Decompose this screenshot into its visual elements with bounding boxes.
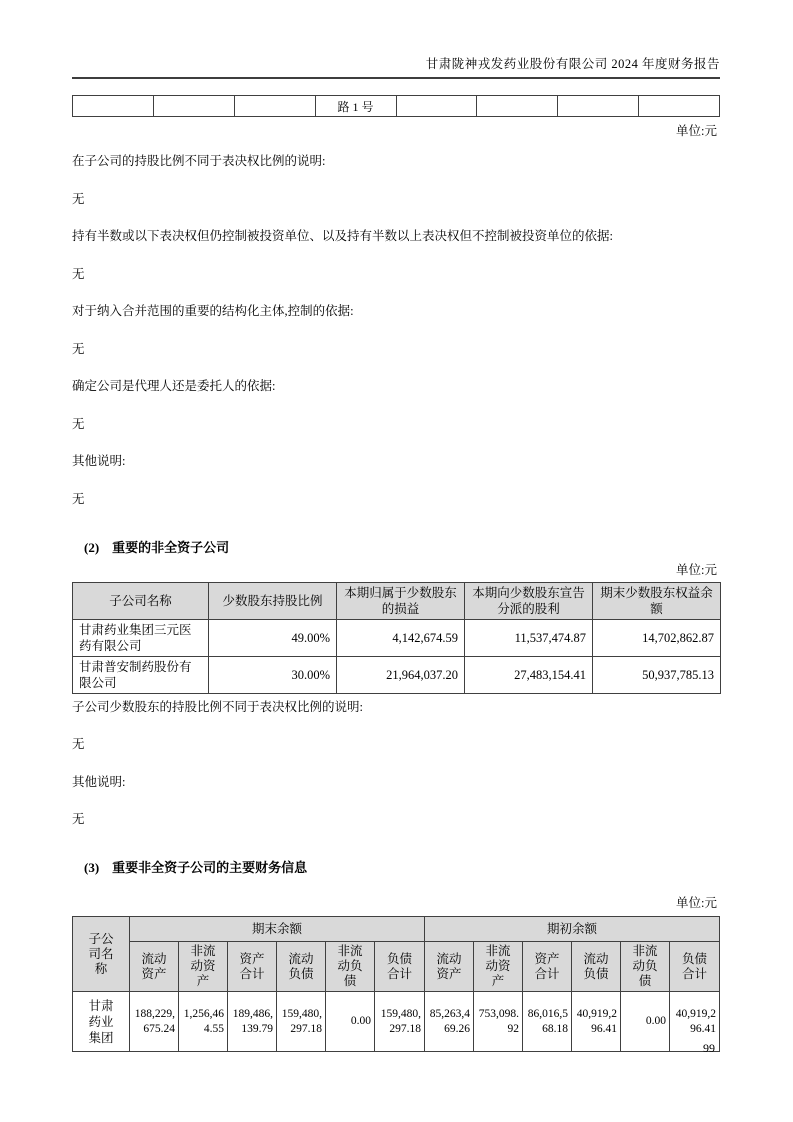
page-number: 99	[703, 1041, 715, 1055]
table-subheader-row	[73, 942, 720, 992]
table-cell: 50,937,785.13	[593, 656, 721, 693]
table-cell	[153, 96, 234, 117]
table-row	[73, 96, 720, 117]
column-header: 流动资产	[130, 942, 179, 992]
note-label: 其他说明:	[72, 454, 126, 468]
note-label: 在子公司的持股比例不同于表决权比例的说明:	[72, 154, 326, 168]
note-label: 对于纳入合并范围的重要的结构化主体,控制的依据:	[72, 304, 354, 318]
table-cell	[396, 96, 477, 117]
unit-label: 单位:元	[676, 896, 717, 910]
table-cell: 21,964,037.20	[337, 656, 465, 693]
table-cell: 40,919,296.41	[572, 992, 621, 1052]
column-header: 负债合计	[670, 942, 720, 992]
column-header: 非流动负债	[621, 942, 670, 992]
column-header: 子公司名称	[73, 917, 130, 992]
subsidiary-table	[72, 582, 721, 694]
table-cell: 189,486,139.79	[228, 992, 277, 1052]
table-cell: 11,537,474.87	[465, 619, 593, 656]
table-cell: 159,480,297.18	[277, 992, 326, 1052]
table-header-row	[73, 582, 721, 619]
table-header-row	[73, 917, 720, 942]
table-row	[73, 619, 721, 656]
column-header: 期末少数股东权益余额	[593, 582, 721, 619]
table-cell: 甘肃普安制药股份有限公司	[73, 656, 209, 693]
notes-block	[72, 700, 720, 827]
table-cell	[73, 96, 154, 117]
unit-label: 单位:元	[676, 124, 717, 138]
table-cell: 路 1 号	[315, 96, 396, 117]
table-cell	[639, 96, 720, 117]
column-header: 流动负债	[572, 942, 621, 992]
table-cell: 14,702,862.87	[593, 619, 721, 656]
financials-table	[72, 916, 720, 1052]
column-header: 少数股东持股比例	[209, 582, 337, 619]
section-heading-2	[72, 537, 720, 556]
table-cell: 159,480,297.18	[375, 992, 425, 1052]
note-label: 确定公司是代理人还是委托人的依据:	[72, 379, 276, 393]
table-cell	[234, 96, 315, 117]
column-header: 流动资产	[425, 942, 474, 992]
report-header: 甘肃陇神戎发药业股份有限公司 2024 年度财务报告	[72, 57, 720, 79]
column-header: 资产合计	[228, 942, 277, 992]
section-number: (3)	[84, 860, 100, 875]
table-cell: 27,483,154.41	[465, 656, 593, 693]
table-cell: 甘肃药业集团三元医药有限公司	[73, 619, 209, 656]
table-cell: 188,229,675.24	[130, 992, 179, 1052]
column-header: 本期归属于少数股东的损益	[337, 582, 465, 619]
table-cell: 1,256,464.55	[179, 992, 228, 1052]
note-value: 无	[72, 266, 85, 281]
table-cell: 753,098.92	[474, 992, 523, 1052]
note-value: 无	[72, 491, 85, 506]
table-row	[73, 992, 720, 1052]
unit-label: 单位:元	[676, 562, 717, 577]
column-header: 资产合计	[523, 942, 572, 992]
column-header: 负债合计	[375, 942, 425, 992]
group-header: 期末余额	[130, 917, 425, 942]
section-number: (2)	[84, 539, 100, 555]
table-cell	[477, 96, 558, 117]
group-header: 期初余额	[425, 917, 720, 942]
section-title: 重要的非全资子公司	[112, 539, 230, 555]
note-label: 持有半数或以下表决权但仍控制被投资单位、以及持有半数以上表决权但不控制被投资单位的依据:	[72, 229, 613, 243]
table-cell	[558, 96, 639, 117]
continuation-table	[72, 95, 720, 117]
table-cell: 4,142,674.59	[337, 619, 465, 656]
table-row	[73, 656, 721, 693]
table-cell: 30.00%	[209, 656, 337, 693]
note-value: 无	[72, 191, 85, 206]
column-header: 非流动资产	[179, 942, 228, 992]
column-header: 流动负债	[277, 942, 326, 992]
table-cell: 0.00	[621, 992, 670, 1052]
table-cell: 40,919,296.41	[670, 992, 720, 1052]
notes-block	[72, 154, 720, 506]
table-cell: 85,263,469.26	[425, 992, 474, 1052]
table-cell: 0.00	[326, 992, 375, 1052]
column-header: 子公司名称	[73, 582, 209, 619]
note-value: 无	[72, 812, 85, 826]
note-value: 无	[72, 737, 85, 751]
column-header: 非流动负债	[326, 942, 375, 992]
table-cell: 49.00%	[209, 619, 337, 656]
column-header: 非流动资产	[474, 942, 523, 992]
note-label: 其他说明:	[72, 774, 126, 789]
note-value: 无	[72, 416, 85, 431]
note-label: 子公司少数股东的持股比例不同于表决权比例的说明:	[72, 699, 363, 714]
column-header: 本期向少数股东宣告分派的股利	[465, 582, 593, 619]
section-heading-3	[72, 857, 720, 876]
note-value: 无	[72, 341, 85, 356]
section-title: 重要非全资子公司的主要财务信息	[112, 860, 308, 875]
table-cell: 86,016,568.18	[523, 992, 572, 1052]
table-cell: 甘肃药业集团	[73, 992, 130, 1052]
